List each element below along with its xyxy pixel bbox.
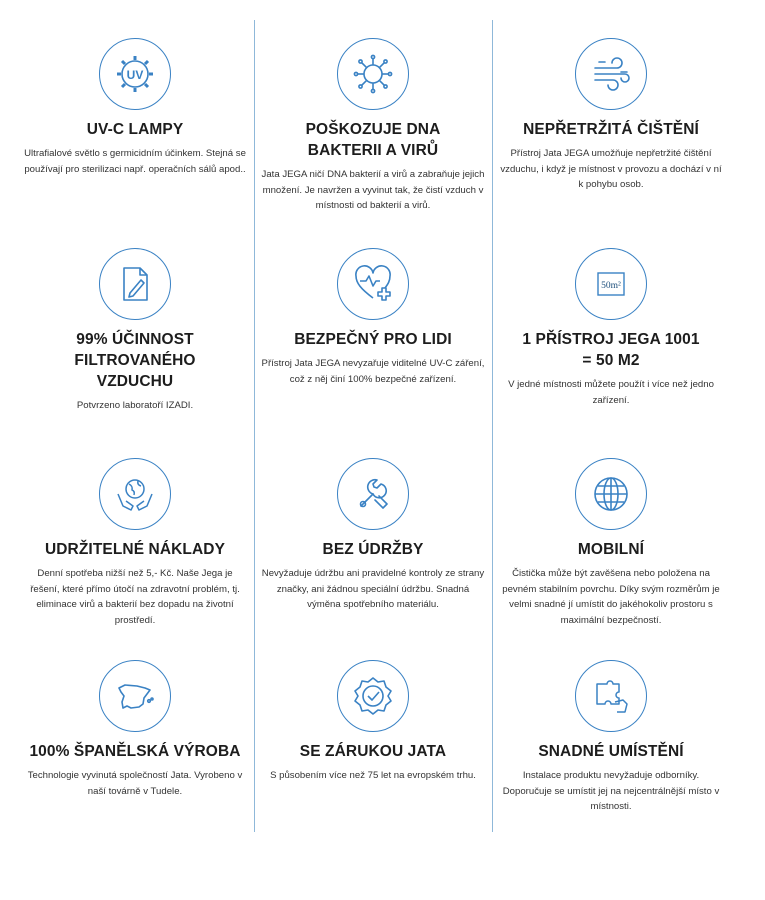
feature-title: NEPŘETRŽITÁ ČIŠTĚNÍ xyxy=(523,121,699,138)
feature-title: UV-C LAMPY xyxy=(86,121,184,138)
svg-text:50m²: 50m² xyxy=(601,281,621,291)
feature-title: SE ZÁRUKOU JATA xyxy=(299,743,447,760)
wind-icon xyxy=(575,38,647,110)
feature-sustainable-costs xyxy=(16,458,254,628)
spain-map-icon xyxy=(99,660,171,732)
feature-filter-efficiency xyxy=(16,248,254,414)
uv-gear-icon xyxy=(99,38,171,110)
feature-title: BEZPEČNÝ PRO LIDI xyxy=(294,331,452,348)
feature-description: V jedné místnosti můžete použít i více než jedno zařízení. xyxy=(508,379,714,406)
feature-easy-placement xyxy=(492,660,730,815)
feature-spanish-made xyxy=(16,660,254,799)
feature-coverage xyxy=(492,248,730,408)
feature-description: Instalace produktu nevyžaduje odborníky. Doporučuje se umístit jej na nejcentrálnější místo v místnosti. xyxy=(502,770,720,812)
feature-description: Přístroj Jata JEGA umožňuje nepřetržité čištění vzduchu, i když je místnost v provozu a dochází v ní k pohybu osob. xyxy=(500,148,722,190)
heart-plus-icon xyxy=(337,248,409,320)
feature-description: Ultrafialové světlo s germicidním účinkem. Stejná se používají pro sterilizaci např. operačních sálů apod.. xyxy=(24,148,246,175)
feature-title: 100% ŠPANĚLSKÁ VÝROBA xyxy=(29,743,241,760)
feature-title: 99% ÚČINNOST FILTROVANÉHO VZDUCHU xyxy=(74,331,196,390)
feature-description: Přístroj Jata JEGA nevyzařuje viditelné UV-C záření, což z něj činí 100% bezpečné zařízení. xyxy=(261,358,485,385)
feature-dna-damage xyxy=(254,38,492,214)
feature-description: Nevyžaduje údržbu ani pravidelné kontroly ze strany značky, ani žádnou speciální údržbu. Snadná výměna spotřebního materiálu. xyxy=(261,568,485,610)
feature-description: Potvrzeno laboratoří IZADI. xyxy=(76,400,194,411)
feature-description: Jata JEGA ničí DNA bakterií a virů a zabraňuje jejich množení. Je navržen a vyvinut tak, že čistí vzduch v místnosti od bakterií a virů. xyxy=(261,169,485,211)
feature-continuous-cleaning xyxy=(492,38,730,193)
feature-title: MOBILNÍ xyxy=(577,541,645,558)
svg-text:UV: UV xyxy=(126,68,144,82)
globe-icon xyxy=(575,458,647,530)
wrench-hand-icon xyxy=(337,458,409,530)
globe-hands-icon xyxy=(99,458,171,530)
feature-title: UDRŽITELNÉ NÁKLADY xyxy=(44,541,226,558)
feature-maintenance-free xyxy=(254,458,492,613)
document-pen-icon xyxy=(99,248,171,320)
feature-title: BEZ ÚDRŽBY xyxy=(322,541,424,558)
feature-title: SNADNÉ UMÍSTĚNÍ xyxy=(538,743,684,760)
feature-title: 1 PŘÍSTROJ JEGA 1001 = 50 M2 xyxy=(522,331,700,369)
feature-description: Denní spotřeba nižší než 5,- Kč. Naše Jega je řešení, které přímo útočí na zdravotní problém, tj. eliminace virů a bakterií bez dopadu na životní prostředí. xyxy=(30,568,240,626)
feature-mobile xyxy=(492,458,730,628)
puzzle-hand-icon xyxy=(575,660,647,732)
virus-icon xyxy=(337,38,409,110)
feature-description: Čistička může být zavěšena nebo položena na pevném stabilním povrchu. Díky svým rozměrům je velmi snadné jí umístit do jakéhokoliv prostoru s maximální bezpečností. xyxy=(502,568,720,626)
feature-title: POŠKOZUJE DNA BAKTERII A VIRŮ xyxy=(305,121,441,159)
feature-safe-for-people xyxy=(254,248,492,387)
feature-description: S působením více než 75 let na evropském trhu. xyxy=(270,770,476,781)
area-50m2-icon xyxy=(575,248,647,320)
feature-uv-c-lamps xyxy=(16,38,254,177)
feature-description: Technologie vyvinutá společností Jata. Vyrobeno v naší továrně v Tudele. xyxy=(27,770,243,797)
badge-check-icon xyxy=(337,660,409,732)
feature-jata-warranty xyxy=(254,660,492,784)
